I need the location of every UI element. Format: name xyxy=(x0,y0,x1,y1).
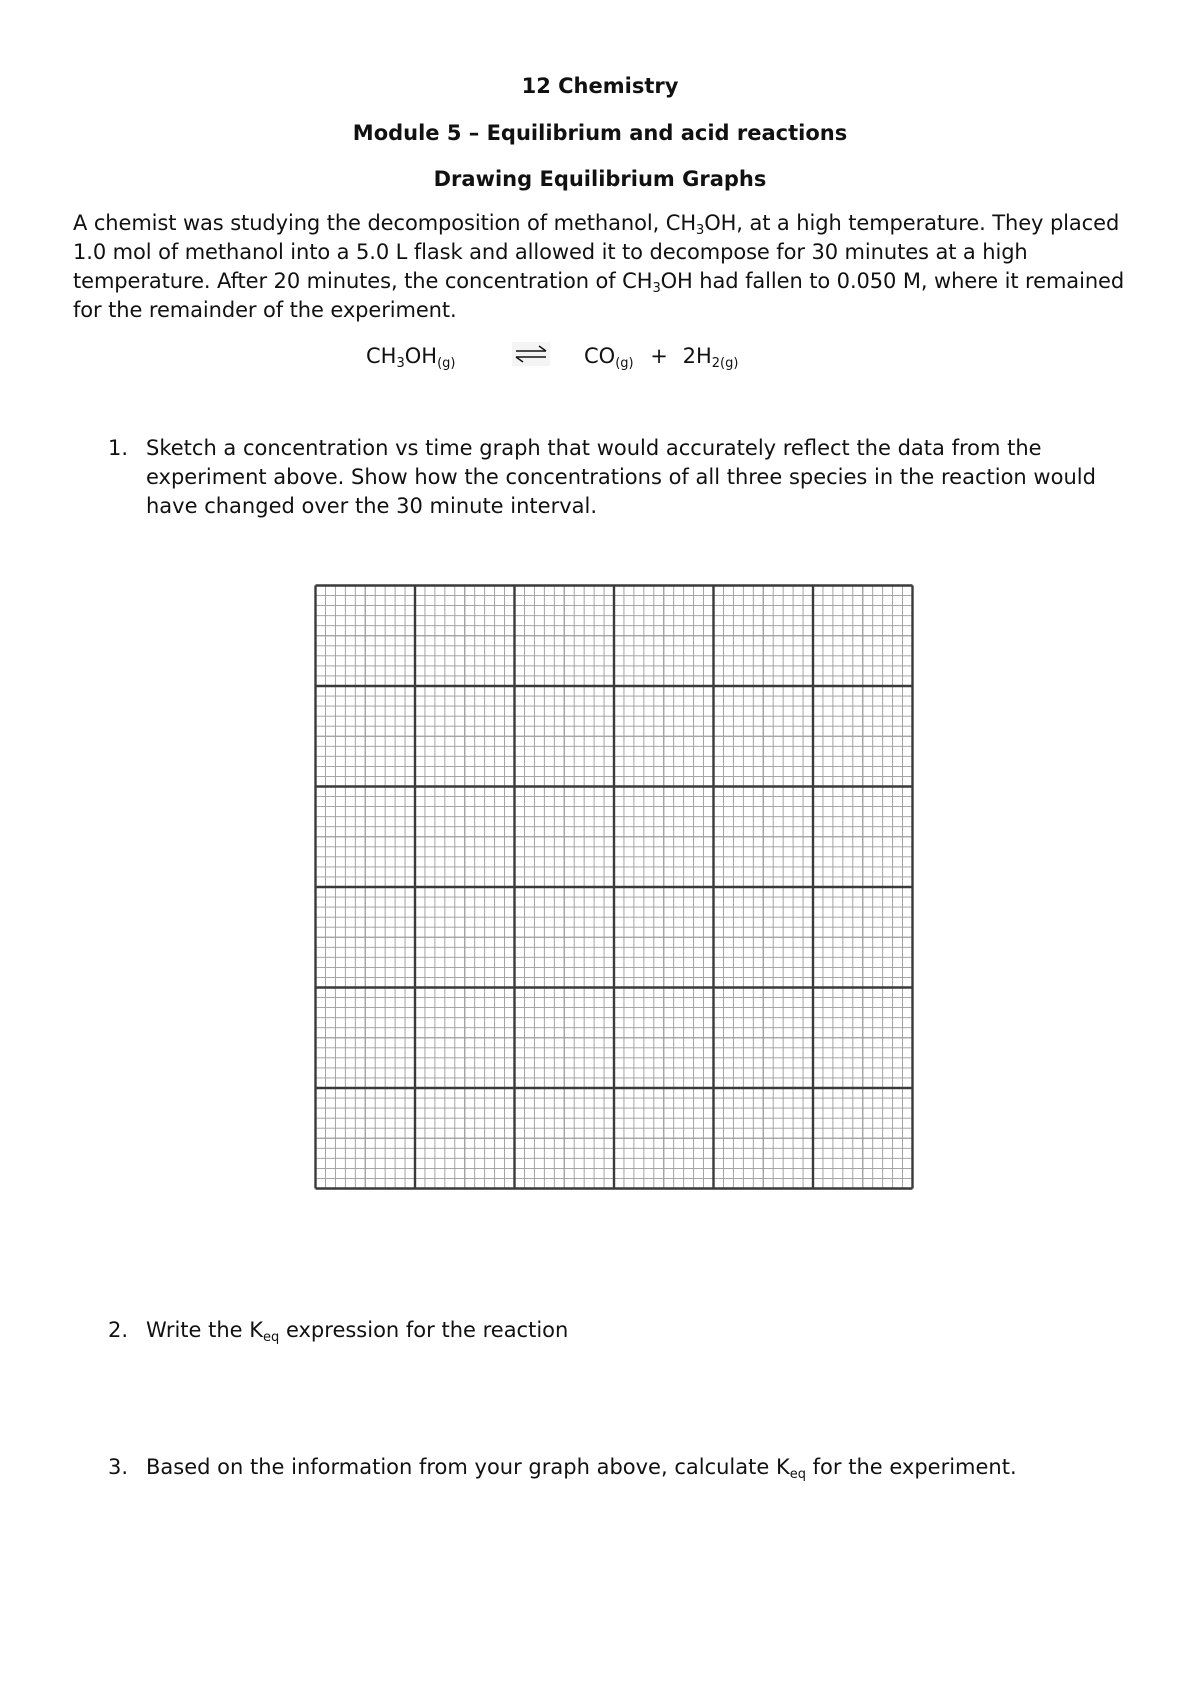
worksheet-title: Drawing Equilibrium Graphs xyxy=(433,167,767,191)
question-1-text: Sketch a concentration vs time graph that would accurately reflect the data from the experiment above. Show how the concentrations of all three species in the reaction would have changed over the 30 minute interval. xyxy=(146,436,1096,518)
equation-reactant: $CH_3OH_{(g)}$ xyxy=(366,344,456,371)
question-3-text: Based on the information from your graph above, calculate $K_{eq}$ for the experiment. xyxy=(146,1455,1017,1482)
question-2-number: 2. xyxy=(108,1318,129,1342)
question-1-number: 1. xyxy=(108,436,129,460)
question-2-text: Write the $K_{eq}$ expression for the reaction xyxy=(146,1318,569,1345)
graph-paper[interactable] xyxy=(314,584,914,1190)
course-title: 12 Chemistry xyxy=(521,74,679,98)
equation-products: $CO_{(g)} + 2H_{2(g)}$ xyxy=(584,344,739,371)
graph-paper-grid xyxy=(314,584,914,1190)
intro-paragraph: A chemist was studying the decomposition of methanol, $CH_3OH$, at a high temperature. They placed 1.0 mol of methanol into a 5.0 L flask and allowed it to decompose for 30 minutes at a high temperature. After 20 minutes, the concentration of $CH_3OH$ had fallen to 0.050 M, where it remained for the remainder of the experiment. xyxy=(73,211,1125,322)
equilibrium-arrow-icon xyxy=(512,340,550,368)
module-title: Module 5 – Equilibrium and acid reactions xyxy=(352,121,848,145)
question-3-number: 3. xyxy=(108,1455,129,1479)
